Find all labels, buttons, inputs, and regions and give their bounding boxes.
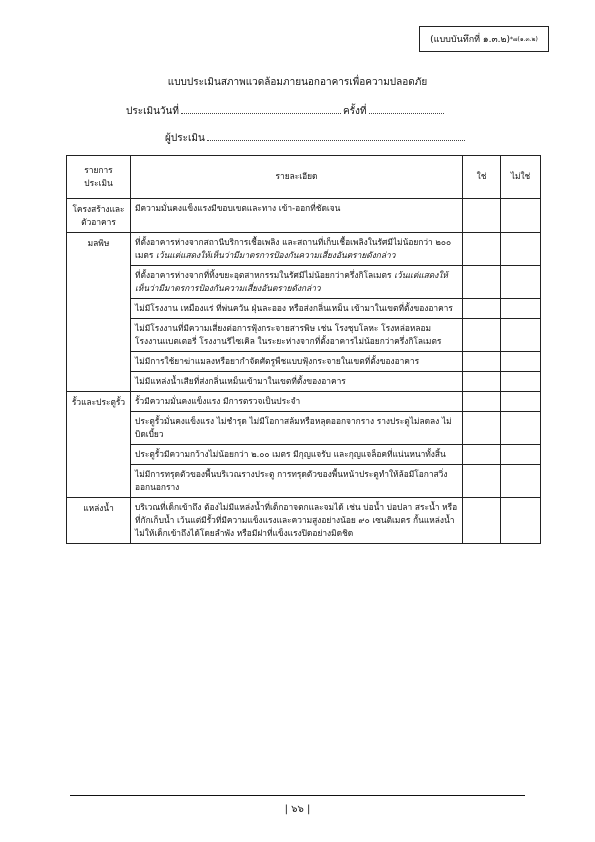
detail-cell bbox=[131, 233, 463, 266]
detail-text: ที่ตั้งอาคารห่างจากที่ทิ้งขยะอุตสาหกรรมในรัศมีไม่น้อยกว่าครึ่งกิโลเมตร bbox=[135, 270, 392, 281]
page-number: | ๖๖ | bbox=[284, 804, 311, 815]
check-cell-yes[interactable] bbox=[463, 352, 501, 372]
detail-text: ไม่มีโรงงาน เหมืองแร่ ที่พ่นควัน ฝุ่นละออง หรือส่งกลิ่นเหม็น เข้ามาในเขตที่ตั้งของอาคาร bbox=[135, 303, 453, 314]
check-cell-no[interactable] bbox=[501, 266, 541, 299]
date-line bbox=[126, 104, 446, 119]
detail-text: ไม่มีแหล่งน้ำเสียที่ส่งกลิ่นเหม็นเข้ามาในเขตที่ตั้งของอาคาร bbox=[135, 376, 346, 387]
check-cell-yes[interactable] bbox=[463, 392, 501, 412]
table-row bbox=[67, 266, 541, 299]
check-cell-no[interactable] bbox=[501, 465, 541, 498]
detail-text: มีความมั่นคงแข็งแรงมีขอบเขตและทาง เข้า-ออกที่ชัดเจน bbox=[135, 203, 341, 213]
check-cell-yes[interactable] bbox=[463, 498, 501, 544]
check-cell-no[interactable] bbox=[501, 372, 541, 392]
check-cell-no[interactable] bbox=[501, 199, 541, 233]
detail-cell bbox=[131, 465, 463, 498]
check-cell-no[interactable] bbox=[501, 299, 541, 319]
category-cell: โครงสร้างและตัวอาคาร bbox=[67, 199, 131, 233]
document-title: แบบประเมินสภาพแวดล้อมภายนอกอาคารเพื่อความปลอดภัย bbox=[167, 77, 428, 88]
time-label: ครั้งที่ bbox=[342, 106, 367, 117]
category-cell: รั้วและประตูรั้ว bbox=[67, 392, 131, 498]
table-row bbox=[67, 498, 541, 544]
detail-cell bbox=[131, 319, 463, 352]
check-cell-no[interactable] bbox=[501, 412, 541, 445]
check-cell-yes[interactable] bbox=[463, 445, 501, 465]
detail-cell bbox=[131, 199, 463, 233]
detail-text: ที่ตั้งอาคารห่างจากสถานีบริการเชื้อเพลิง และสถานที่เก็บเชื้อเพลิงในรัศมีไม่น้อยกว่า ๒๐๐ เมตร bbox=[135, 237, 452, 261]
check-cell-no[interactable] bbox=[501, 445, 541, 465]
detail-note: เว้นแต่แสดงให้เห็นว่ามีมาตรการป้องกันความเสี่ยงอันตรายดังกล่าว bbox=[135, 270, 448, 294]
check-cell-yes[interactable] bbox=[463, 412, 501, 445]
detail-text: ไม่มีการใช้ยาฆ่าแมลงหรือยากำจัดศัตรูพืชแบบฟุ้งกระจายในเขตที่ตั้งของอาคาร bbox=[135, 356, 420, 367]
table-row bbox=[67, 465, 541, 498]
time-field[interactable] bbox=[369, 104, 444, 114]
detail-note: เว้นแต่แสดงให้เห็นว่ามีมาตรการป้องกันความเสี่ยงอันตรายดังกล่าว bbox=[156, 250, 396, 261]
assessor-line bbox=[165, 131, 467, 146]
footer-divider bbox=[70, 795, 525, 796]
header-detail: รายละเอียด bbox=[131, 156, 463, 199]
detail-cell bbox=[131, 498, 463, 544]
table-row bbox=[67, 412, 541, 445]
check-cell-no[interactable] bbox=[501, 233, 541, 266]
check-cell-yes[interactable] bbox=[463, 299, 501, 319]
detail-text: ประตูรั้วมีความกว้างไม่น้อยกว่า ๒.๐๐ เมตร มีกุญแจรับ และกุญแจล็อคที่แน่นหนาทั้งสิ้น bbox=[135, 449, 446, 460]
table-header-row bbox=[67, 156, 541, 199]
detail-cell bbox=[131, 392, 463, 412]
form-code-text: (แบบบันทึกที่ ๑.๓.๒) bbox=[430, 35, 510, 45]
header-no: ไม่ใช่ bbox=[501, 156, 541, 199]
check-cell-yes[interactable] bbox=[463, 319, 501, 352]
table-row bbox=[67, 372, 541, 392]
table-row bbox=[67, 392, 541, 412]
header-yes: ใช่ bbox=[463, 156, 501, 199]
check-cell-yes[interactable] bbox=[463, 233, 501, 266]
detail-cell bbox=[131, 445, 463, 465]
check-cell-no[interactable] bbox=[501, 392, 541, 412]
table-row bbox=[67, 352, 541, 372]
detail-text: บริเวณที่เด็กเข้าถึง ต้องไม่มีแหล่งน้ำที่เด็กอาจตกและจมได้ เช่น บ่อน้ำ บ่อปลา สระน้ำ หรือที่กักเก็บน้ำ เว้นแต่มีรั้วที่มีความแข็งแรงและความสูงอย่างน้อย ๙๐ เซนติเมตร กั้นแหล่งน้ำไม่ให้เด็กเข้าถึงได้โดยลำพัง หรือมีฝาที่แข็งแรงปิดอย่างมิดชิด bbox=[135, 502, 458, 539]
table-row bbox=[67, 233, 541, 266]
detail-text: ไม่มีโรงงานที่มีความเสี่ยงต่อการฟุ้งกระจายสารพิษ เช่น โรงชุบโลหะ โรงหล่อหลอม โรงงานแบตเตอรี่ โรงงานรีไซเคิล ในระยะห่างจากที่ตั้งอาคารไม่น้อยกว่าครึ่งกิโลเมตร bbox=[135, 323, 442, 347]
date-field[interactable] bbox=[181, 104, 341, 114]
check-cell-no[interactable] bbox=[501, 319, 541, 352]
check-cell-no[interactable] bbox=[501, 498, 541, 544]
detail-text: ประตูรั้วมั่นคงแข็งแรง ไม่ชำรุด ไม่มีโอกาสล้มหรือหลุดออกจากราง รางประตูไม่ลดลง ไม่บิดเบี้ยว bbox=[135, 416, 452, 440]
assessor-label: ผู้ประเมิน bbox=[165, 133, 205, 144]
table-row bbox=[67, 199, 541, 233]
detail-cell bbox=[131, 266, 463, 299]
table-row bbox=[67, 299, 541, 319]
check-cell-yes[interactable] bbox=[463, 372, 501, 392]
category-cell: มลพิษ bbox=[67, 233, 131, 392]
detail-cell bbox=[131, 352, 463, 372]
header-category: รายการประเมิน bbox=[67, 156, 131, 199]
table-row bbox=[67, 445, 541, 465]
date-label: ประเมินวันที่ bbox=[126, 106, 179, 117]
table-row bbox=[67, 319, 541, 352]
detail-cell bbox=[131, 372, 463, 392]
check-cell-yes[interactable] bbox=[463, 465, 501, 498]
detail-cell bbox=[131, 299, 463, 319]
form-code-box bbox=[419, 26, 549, 52]
check-cell-no[interactable] bbox=[501, 352, 541, 372]
assessor-field[interactable] bbox=[207, 131, 465, 141]
category-cell: แหล่งน้ำ bbox=[67, 498, 131, 544]
detail-text: ไม่มีการทรุดตัวของพื้นบริเวณรางประตู การทรุดตัวของพื้นหน้าประตูทำให้ล้อมีโอกาสวิ่งออกนอกราง bbox=[135, 469, 448, 493]
check-cell-yes[interactable] bbox=[463, 266, 501, 299]
detail-cell bbox=[131, 412, 463, 445]
form-code-superscript: *๗(๑.๓.๒) bbox=[509, 36, 538, 43]
assessment-table bbox=[66, 155, 541, 544]
detail-text: รั้วมีความมั่นคงแข็งแรง มีการตรวจเป็นประจำ bbox=[135, 396, 301, 407]
check-cell-yes[interactable] bbox=[463, 199, 501, 233]
